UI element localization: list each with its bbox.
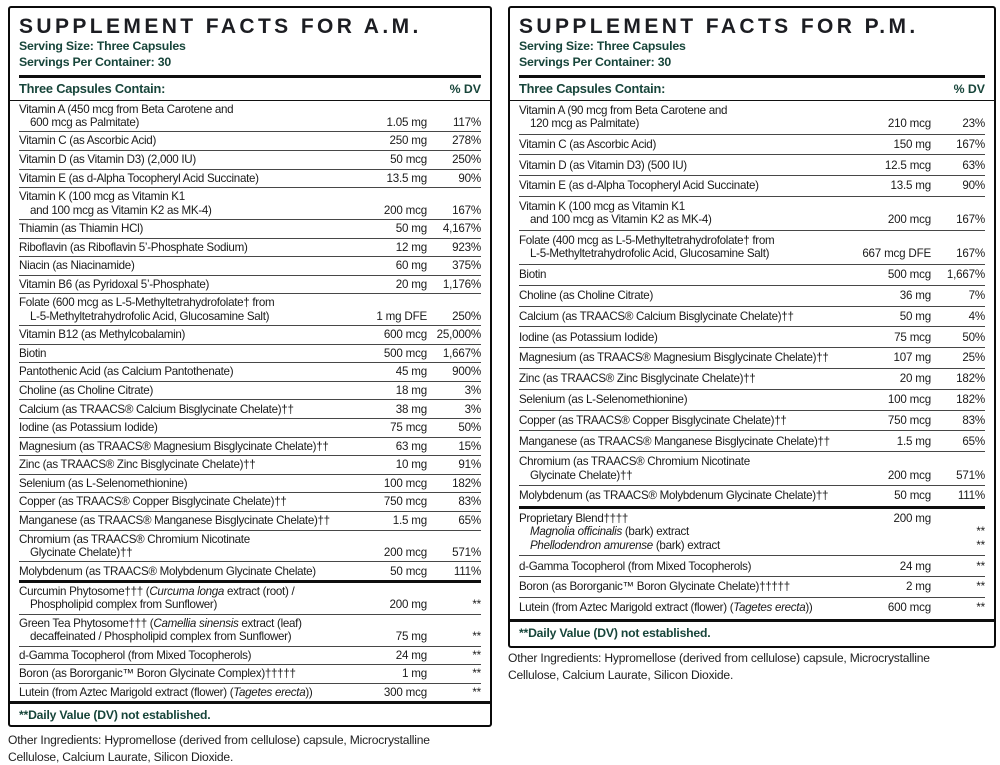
ingredient-amount: 210 mcg <box>887 116 931 130</box>
ingredient-name: Vitamin E (as d-Alpha Tocopheryl Acid Succinate) <box>19 171 259 185</box>
ingredient-dv: 167% <box>452 203 481 217</box>
ingredient-dv: 250% <box>452 309 481 323</box>
ingredient-amount: 600 mcg <box>887 601 931 615</box>
ingredient-dv: 571% <box>956 468 985 482</box>
ingredient-row <box>19 583 481 615</box>
ingredient-row <box>519 176 985 197</box>
ingredient-name: Choline (as Choline Citrate) <box>19 384 154 397</box>
ingredient-amount: 200 mcg <box>383 545 427 559</box>
ingredient-row <box>19 326 481 345</box>
ingredient-row <box>19 345 481 364</box>
dv-header-am: % DV <box>449 81 481 96</box>
contain-header-am: Three Capsules Contain: <box>19 81 166 96</box>
ingredient-dv: 15% <box>458 439 481 453</box>
ingredient-name: Manganese (as TRAACS® Manganese Bisglycinate Chelate)†† <box>519 434 830 448</box>
ingredient-name: Magnesium (as TRAACS® Magnesium Bisglycinate Chelate)†† <box>19 439 329 453</box>
ingredient-dv: 182% <box>452 476 481 490</box>
ingredient-name: Riboflavin (as Riboflavin 5’-Phosphate Sodium) <box>19 240 248 254</box>
ingredient-amount: 250 mg <box>389 134 427 148</box>
supplement-facts-panel-pm <box>508 6 996 648</box>
ingredient-row <box>519 390 985 411</box>
ingredient-amount: 38 mg <box>395 402 427 416</box>
ingredient-dv: 278% <box>452 134 481 148</box>
ingredient-row <box>19 400 481 419</box>
ingredient-row <box>19 170 481 189</box>
ingredient-dv: 7% <box>968 289 985 303</box>
ingredient-name: Iodine (as Potassium Iodide) <box>19 421 158 435</box>
ingredient-name: Copper (as TRAACS® Copper Bisglycinate Chelate)†† <box>519 413 787 427</box>
panel-title-am: SUPPLEMENT FACTS FOR A.M. <box>19 15 422 38</box>
ingredient-name: Vitamin B12 (as Methylcobalamin) <box>19 328 186 342</box>
ingredient-dv: 25% <box>962 351 985 365</box>
ingredient-dv: 83% <box>962 413 985 427</box>
ingredient-name: Copper (as TRAACS® Copper Bisglycinate Chelate)†† <box>19 495 287 509</box>
ingredient-amount: 36 mg <box>899 289 931 303</box>
ingredient-name: Boron (as Bororganic™ Boron Glycinate Chelate)††††† <box>519 580 790 594</box>
ingredient-name: decaffeinated / Phospholipid complex from Sunflower) <box>30 630 292 644</box>
ingredient-dv: ** <box>976 538 985 552</box>
ingredient-table-pm <box>510 101 994 618</box>
column-header-pm <box>510 78 994 101</box>
ingredient-amount: 50 mcg <box>894 489 931 503</box>
ingredient-dv: 923% <box>452 240 481 254</box>
ingredient-name: Curcumin Phytosome††† (Curcuma longa extract (root) / <box>19 585 295 599</box>
ingredient-dv: 83% <box>458 495 481 509</box>
ingredient-dv: ** <box>976 580 985 594</box>
servings-per-container-am: Servings Per Container: 30 <box>19 54 171 69</box>
ingredient-amount: 2 mg <box>906 580 931 594</box>
ingredient-dv: 111% <box>453 564 481 578</box>
ingredient-table-am <box>10 101 490 702</box>
ingredient-row <box>519 431 985 452</box>
serving-size-am: Serving Size: Three Capsules <box>19 39 186 53</box>
ingredient-name: Lutein (from Aztec Marigold extract (flower) (Tagetes erecta)) <box>519 601 813 615</box>
ingredient-row <box>519 598 985 618</box>
ingredient-name: Chromium (as TRAACS® Chromium Nicotinate <box>519 455 750 469</box>
ingredient-dv: 375% <box>452 259 481 273</box>
ingredient-dv: 25,000% <box>436 328 481 342</box>
ingredient-dv: 23% <box>962 116 985 130</box>
panel-title-pm: SUPPLEMENT FACTS FOR P.M. <box>519 15 919 38</box>
ingredient-row <box>19 456 481 475</box>
ingredient-row <box>19 257 481 276</box>
panel-header-pm <box>510 8 994 78</box>
ingredient-name: Selenium (as L-Selenomethionine) <box>519 392 688 406</box>
ingredient-name: Niacin (as Niacinamide) <box>19 259 135 273</box>
supplement-facts-panel-am <box>8 6 492 727</box>
ingredient-row <box>519 265 985 286</box>
ingredient-row <box>519 327 985 348</box>
ingredient-dv: ** <box>472 598 481 612</box>
ingredient-amount: 1 mg <box>402 667 427 681</box>
ingredient-amount: 50 mcg <box>390 153 427 167</box>
ingredient-amount: 13.5 mg <box>386 171 427 185</box>
ingredient-dv: 1,667% <box>442 346 481 360</box>
ingredient-amount: 300 mcg <box>383 685 427 699</box>
dv-footnote-am: **Daily Value (DV) not established. <box>10 701 490 727</box>
ingredient-dv: 250% <box>452 153 481 167</box>
ingredient-dv: 111% <box>957 489 985 503</box>
ingredient-name: Iodine (as Potassium Iodide) <box>519 330 658 344</box>
ingredient-row <box>19 665 481 684</box>
ingredient-amount: 1.5 mg <box>896 434 931 448</box>
ingredient-amount: 20 mg <box>899 372 931 386</box>
ingredient-row <box>519 307 985 328</box>
ingredient-name: Proprietary Blend†††† <box>519 512 629 526</box>
panel-header-am <box>10 8 490 78</box>
ingredient-amount: 1 mg DFE <box>376 309 427 323</box>
ingredient-row <box>519 286 985 307</box>
ingredient-row <box>19 512 481 531</box>
ingredient-amount: 200 mg <box>389 598 427 612</box>
ingredient-dv: 182% <box>956 392 985 406</box>
ingredient-amount: 750 mcg <box>887 413 931 427</box>
ingredient-amount: 24 mg <box>395 648 427 662</box>
ingredient-name: Pantothenic Acid (as Calcium Pantothenate) <box>19 365 234 379</box>
ingredient-dv: 1,667% <box>946 268 985 282</box>
ingredient-amount: 75 mcg <box>390 421 427 435</box>
ingredient-name: Magnolia officinalis (bark) extract <box>530 525 689 539</box>
ingredient-dv: 167% <box>956 137 985 151</box>
ingredient-row <box>519 231 985 265</box>
ingredient-name: Molybdenum (as TRAACS® Molybdenum Glycinate Chelate) <box>19 564 316 578</box>
ingredient-dv: 90% <box>458 171 481 185</box>
ingredient-dv: ** <box>976 601 985 615</box>
other-ingredients-pm: Other Ingredients: Hypromellose (derived from cellulose) capsule, Microcrystalline Cellulose, Calcium Laurate, Silicon Dioxide. <box>508 651 930 682</box>
ingredient-section <box>519 506 985 618</box>
dv-footnote-pm: **Daily Value (DV) not established. <box>510 619 994 646</box>
ingredient-row <box>519 348 985 369</box>
ingredient-dv: ** <box>472 630 481 644</box>
ingredient-name: Zinc (as TRAACS® Zinc Bisglycinate Chelate)†† <box>19 458 256 472</box>
ingredient-dv: 182% <box>956 372 985 386</box>
ingredient-name: Vitamin C (as Ascorbic Acid) <box>519 137 657 151</box>
ingredient-name: Vitamin B6 (as Pyridoxal 5’-Phosphate) <box>19 277 210 291</box>
ingredient-dv: 167% <box>956 213 985 227</box>
ingredient-amount: 150 mg <box>893 137 931 151</box>
ingredient-row <box>19 684 481 702</box>
ingredient-dv: 571% <box>452 545 481 559</box>
ingredient-amount: 600 mcg <box>383 328 427 342</box>
ingredient-row <box>519 486 985 506</box>
ingredient-dv: ** <box>472 685 481 699</box>
ingredient-amount: 24 mg <box>899 559 931 573</box>
ingredient-amount: 1.05 mg <box>386 115 427 129</box>
ingredient-name: 600 mcg as Palmitate) <box>30 115 140 129</box>
serving-size-pm: Serving Size: Three Capsules <box>519 39 686 53</box>
ingredient-name: Manganese (as TRAACS® Manganese Bisglycinate Chelate)†† <box>19 514 330 528</box>
ingredient-name: and 100 mcg as Vitamin K2 as MK-4) <box>530 213 712 227</box>
ingredient-amount: 750 mcg <box>383 495 427 509</box>
ingredient-amount: 18 mg <box>395 384 427 397</box>
ingredient-name: Calcium (as TRAACS® Calcium Bisglycinate Chelate)†† <box>19 402 294 416</box>
ingredient-name: Boron (as Bororganic™ Boron Glycinate Complex)††††† <box>19 667 296 681</box>
ingredient-dv: 1,176% <box>442 277 481 291</box>
ingredient-dv: ** <box>976 525 985 539</box>
ingredient-row <box>519 135 985 156</box>
ingredient-name: Zinc (as TRAACS® Zinc Bisglycinate Chelate)†† <box>519 372 756 386</box>
ingredient-dv: 167% <box>956 247 985 261</box>
ingredient-name: d-Gamma Tocopherol (from Mixed Tocopherols) <box>19 648 252 662</box>
ingredient-name: Glycinate Chelate)†† <box>530 468 633 482</box>
ingredient-amount: 500 mcg <box>887 268 931 282</box>
ingredient-amount: 200 mcg <box>887 213 931 227</box>
ingredient-row <box>519 197 985 231</box>
ingredient-row <box>19 276 481 295</box>
ingredient-name: Vitamin E (as d-Alpha Tocopheryl Acid Succinate) <box>519 179 759 193</box>
ingredient-amount: 50 mcg <box>390 564 427 578</box>
ingredient-name: d-Gamma Tocopherol (from Mixed Tocopherols) <box>519 559 752 573</box>
ingredient-row <box>19 220 481 239</box>
ingredient-amount: 12.5 mcg <box>884 158 931 172</box>
servings-per-container-pm: Servings Per Container: 30 <box>519 54 671 69</box>
column-header-am <box>10 78 490 101</box>
ingredient-name: Biotin <box>519 268 547 282</box>
ingredient-row <box>19 363 481 382</box>
ingredient-dv: 65% <box>458 514 481 528</box>
ingredient-row <box>519 556 985 577</box>
ingredient-name: Vitamin K (100 mcg as Vitamin K1 <box>519 200 685 214</box>
ingredient-row <box>19 188 481 220</box>
ingredient-amount: 500 mcg <box>383 346 427 360</box>
ingredient-amount: 50 mg <box>395 222 427 236</box>
ingredient-name: Lutein (from Aztec Marigold extract (flower) (Tagetes erecta)) <box>19 685 313 699</box>
ingredient-amount: 200 mcg <box>887 468 931 482</box>
dv-header-pm: % DV <box>953 81 985 96</box>
ingredient-amount: 1.5 mg <box>392 514 427 528</box>
ingredient-amount: 12 mg <box>395 240 427 254</box>
ingredient-row <box>19 647 481 666</box>
ingredient-name: Vitamin C (as Ascorbic Acid) <box>19 134 157 148</box>
ingredient-dv: 900% <box>452 365 481 379</box>
ingredient-row <box>19 294 481 326</box>
ingredient-row <box>519 155 985 176</box>
ingredient-amount: 107 mg <box>893 351 931 365</box>
ingredient-amount: 100 mcg <box>383 476 427 490</box>
ingredient-row <box>19 531 481 563</box>
ingredient-row <box>519 577 985 598</box>
ingredient-amount: 63 mg <box>395 439 427 453</box>
ingredient-section <box>519 101 985 506</box>
ingredient-name: and 100 mcg as Vitamin K2 as MK-4) <box>30 203 212 217</box>
ingredient-amount: 20 mg <box>395 277 427 291</box>
ingredient-row <box>19 475 481 494</box>
ingredient-dv: ** <box>976 559 985 573</box>
ingredient-amount: 75 mcg <box>894 330 931 344</box>
ingredient-name: Vitamin A (450 mcg from Beta Carotene and <box>19 102 234 116</box>
ingredient-name: Thiamin (as Thiamin HCl) <box>19 222 144 236</box>
ingredient-dv: 4% <box>968 309 985 323</box>
ingredient-section <box>19 101 481 580</box>
ingredient-name: Magnesium (as TRAACS® Magnesium Bisglycinate Chelate)†† <box>519 351 829 365</box>
ingredient-dv: 50% <box>962 330 985 344</box>
ingredient-name: Folate (600 mcg as L-5-Methyltetrahydrofolate† from <box>19 296 275 310</box>
ingredient-name: Choline (as Choline Citrate) <box>519 289 654 303</box>
ingredient-row <box>19 382 481 401</box>
ingredient-row <box>519 509 985 556</box>
ingredient-name: 120 mcg as Palmitate) <box>530 116 640 130</box>
ingredient-row <box>519 411 985 432</box>
ingredient-row <box>19 493 481 512</box>
ingredient-name: L-5-Methyltetrahydrofolic Acid, Glucosamine Salt) <box>30 309 270 323</box>
ingredient-amount: 10 mg <box>395 458 427 472</box>
ingredient-dv: 50% <box>458 421 481 435</box>
ingredient-dv: 65% <box>962 434 985 448</box>
ingredient-dv: 90% <box>962 179 985 193</box>
ingredient-dv: 4,167% <box>442 222 481 236</box>
ingredient-name: Vitamin A (90 mcg from Beta Carotene and <box>519 103 728 117</box>
ingredient-amount: 200 mcg <box>383 203 427 217</box>
contain-header-pm: Three Capsules Contain: <box>519 81 666 96</box>
ingredient-amount: 100 mcg <box>887 392 931 406</box>
ingredient-dv: 117% <box>453 115 481 129</box>
ingredient-row <box>19 419 481 438</box>
ingredient-dv: 3% <box>464 402 481 416</box>
ingredient-name: Vitamin D (as Vitamin D3) (500 IU) <box>519 158 687 172</box>
ingredient-name: Phellodendron amurense (bark) extract <box>530 538 720 552</box>
ingredient-amount: 50 mg <box>899 309 931 323</box>
ingredient-name: Vitamin D (as Vitamin D3) (2,000 IU) <box>19 153 196 167</box>
ingredient-amount: 45 mg <box>395 365 427 379</box>
ingredient-dv: ** <box>472 648 481 662</box>
ingredient-row <box>19 438 481 457</box>
ingredient-row <box>19 151 481 170</box>
ingredient-row <box>19 239 481 258</box>
ingredient-dv: 63% <box>962 158 985 172</box>
ingredient-amount: 75 mg <box>395 630 427 644</box>
ingredient-amount: 200 mg <box>893 512 931 526</box>
other-ingredients-am: Other Ingredients: Hypromellose (derived from cellulose) capsule, Microcrystalline Cellulose, Calcium Laurate, Silicon Dioxide. <box>8 733 430 764</box>
ingredient-name: Glycinate Chelate)†† <box>30 545 133 559</box>
ingredient-amount: 60 mg <box>395 259 427 273</box>
ingredient-row <box>19 562 481 580</box>
ingredient-amount: 13.5 mg <box>890 179 931 193</box>
ingredient-name: Selenium (as L-Selenomethionine) <box>19 476 188 490</box>
ingredient-name: Vitamin K (100 mcg as Vitamin K1 <box>19 190 185 204</box>
ingredient-name: Folate (400 mcg as L-5-Methyltetrahydrofolate† from <box>519 234 775 248</box>
ingredient-name: L-5-Methyltetrahydrofolic Acid, Glucosamine Salt) <box>530 247 770 261</box>
ingredient-row <box>519 452 985 486</box>
ingredient-row <box>519 369 985 390</box>
ingredient-row <box>19 615 481 647</box>
ingredient-name: Molybdenum (as TRAACS® Molybdenum Glycinate Chelate)†† <box>519 489 829 503</box>
ingredient-row <box>19 101 481 133</box>
ingredient-dv: 3% <box>464 384 481 397</box>
ingredient-name: Biotin <box>19 346 47 360</box>
ingredient-name: Phospholipid complex from Sunflower) <box>30 598 218 612</box>
ingredient-dv: ** <box>472 667 481 681</box>
ingredient-name: Calcium (as TRAACS® Calcium Bisglycinate Chelate)†† <box>519 309 794 323</box>
ingredient-dv: 91% <box>458 458 481 472</box>
ingredient-name: Chromium (as TRAACS® Chromium Nicotinate <box>19 532 250 546</box>
ingredient-amount: 667 mcg DFE <box>862 247 931 261</box>
ingredient-name: Green Tea Phytosome††† (Camellia sinensis extract (leaf) <box>19 616 302 630</box>
ingredient-row <box>19 132 481 151</box>
ingredient-section <box>19 580 481 701</box>
ingredient-row <box>519 101 985 135</box>
